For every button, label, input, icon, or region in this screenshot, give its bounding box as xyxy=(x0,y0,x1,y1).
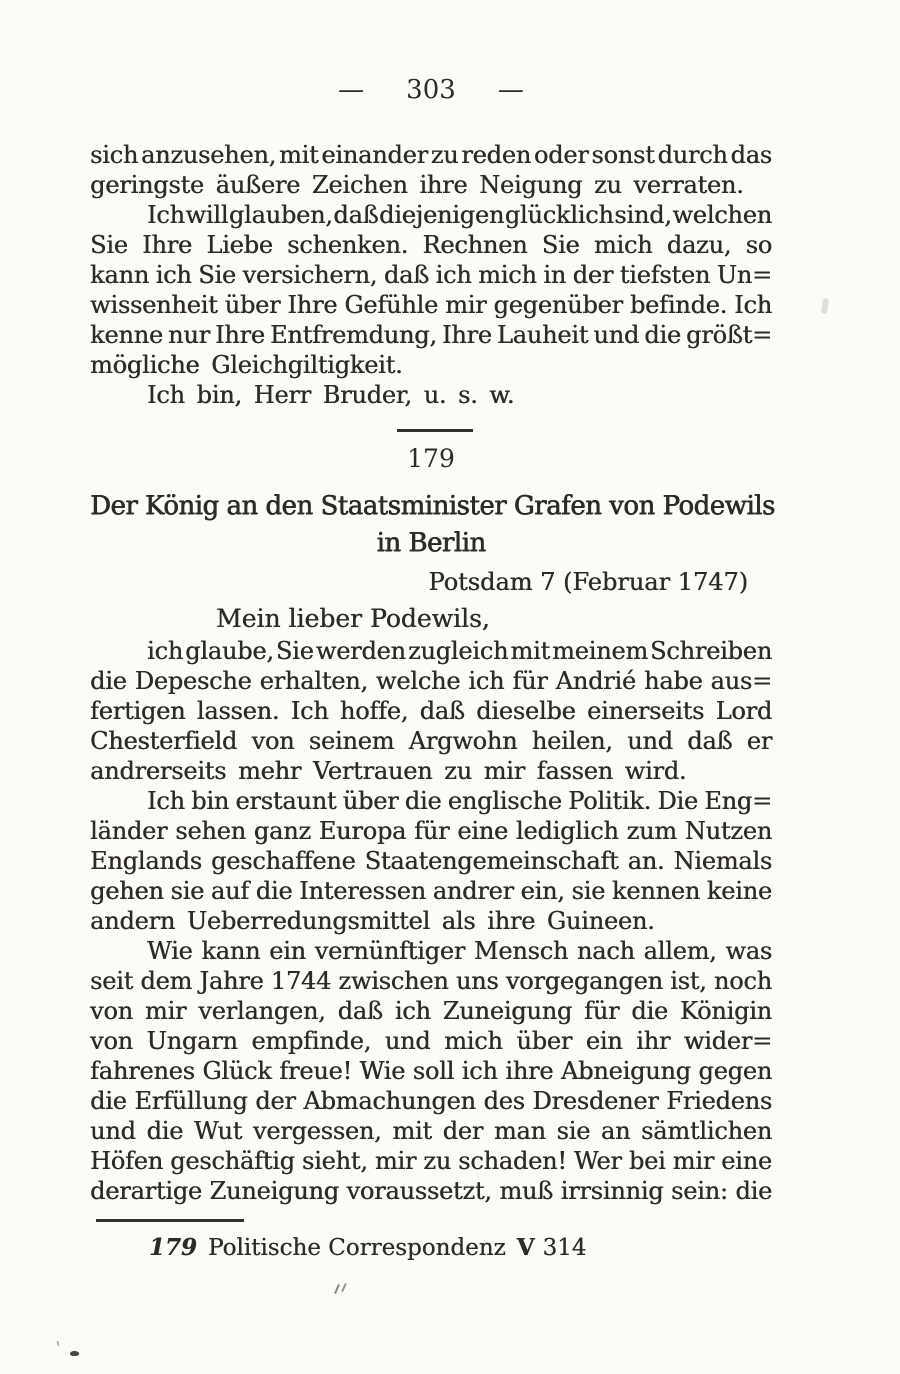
section-divider xyxy=(397,429,473,432)
text-line: länder sehen ganz Europa für eine lediglich zum Nutzen xyxy=(90,817,772,845)
footnote xyxy=(90,1233,772,1263)
text-line: Höfen geschäftig sieht, mir zu schaden! Wer bei mir eine xyxy=(90,1147,772,1175)
footnote-page: 314 xyxy=(542,1235,587,1261)
text-line: derartige Zuneigung voraussetzt, muß irrsinnig sein: die xyxy=(90,1177,772,1205)
text-line: geringste äußere Zeichen ihre Neigung zu verraten. xyxy=(90,171,744,199)
text-line: gehen sie auf die Interessen andrer ein, sie kennen keine xyxy=(90,877,772,905)
page-number: 303 xyxy=(406,75,456,105)
text-line: Wie kann ein vernünftiger Mensch nach allem, was xyxy=(147,937,772,965)
text-line: Sie Ihre Liebe schenken. Rechnen Sie mich dazu, so xyxy=(90,231,772,259)
text-line: sich anzusehen, mit einander zu reden oder sonst durch das xyxy=(90,141,772,169)
text-line: Englands geschaffene Staatengemeinschaft an. Niemals xyxy=(90,847,772,875)
text-line: andern Ueberredungsmittel als ihre Guineen. xyxy=(90,907,655,935)
text-line: andrerseits mehr Vertrauen zu mir fassen wird. xyxy=(90,757,687,785)
text-line: die Erfüllung der Abmachungen des Dresdener Friedens xyxy=(90,1087,772,1115)
text-line: kenne nur Ihre Entfremdung, Ihre Lauheit und die größt= xyxy=(90,321,772,349)
text-line: und die Wut vergessen, mit der man sie an sämtlichen xyxy=(90,1117,772,1145)
text-line: mögliche Gleichgiltigkeit. xyxy=(90,351,403,379)
running-head xyxy=(90,74,772,106)
footnote-volume: V xyxy=(516,1234,535,1261)
letter-salutation: Mein lieber Podewils, xyxy=(216,604,490,633)
text-line: Ich will glauben, daß diejenigen glücklich sind, welchen xyxy=(147,201,772,229)
text-line: Ich bin, Herr Bruder, u. s. w. xyxy=(147,381,515,409)
text-line: fahrenes Glück freue! Wie soll ich ihre Abneigung gegen xyxy=(90,1057,772,1085)
section-number: 179 xyxy=(407,444,455,473)
scan-artifact-faint-tick xyxy=(57,1341,60,1346)
footnote-number: 179 xyxy=(149,1234,198,1261)
letter-body xyxy=(90,636,772,1206)
header-dash-left: — xyxy=(338,75,365,105)
footnote-text: Politische Correspondenz xyxy=(208,1235,506,1261)
text-line: von Ungarn empfinde, und mich über ein ihr wider= xyxy=(90,1027,772,1055)
text-line: seit dem Jahre 1744 zwischen uns vorgegangen ist, noch xyxy=(90,967,772,995)
text-line: Ich bin erstaunt über die englische Politik. Die Eng= xyxy=(147,787,772,815)
text-line: ich glaube, Sie werden zugleich mit meinem Schreiben xyxy=(147,637,772,665)
text-line: von mir verlangen, daß ich Zuneigung für die Königin xyxy=(90,997,772,1025)
text-line: wissenheit über Ihre Gefühle mir gegenüber befinde. Ich xyxy=(90,291,772,319)
text-line: Chesterfield von seinem Argwohn heilen, und daß er xyxy=(90,727,772,755)
text-line: kann ich Sie versichern, daß ich mich in der tiefsten Un= xyxy=(90,261,772,289)
text-line: die Depesche erhalten, welche ich für Andrié habe aus= xyxy=(90,667,772,695)
letter-dateline: Potsdam 7 (Februar 1747) xyxy=(428,568,748,596)
header-dash-right: — xyxy=(497,75,524,105)
scan-artifact-tick xyxy=(334,1284,340,1294)
scan-artifact-dot xyxy=(70,1351,79,1356)
page-content xyxy=(90,0,775,1263)
footnote-rule xyxy=(96,1219,244,1222)
previous-letter-body xyxy=(90,140,772,410)
letter-heading-line2: in Berlin xyxy=(376,528,486,558)
text-line: fertigen lassen. Ich hoffe, daß dieselbe einerseits Lord xyxy=(90,697,772,725)
scan-artifact-tick xyxy=(341,1283,347,1292)
letter-heading-line1: Der König an den Staatsminister Grafen von Podewils xyxy=(90,491,775,521)
scan-artifact-smudge xyxy=(821,298,829,315)
